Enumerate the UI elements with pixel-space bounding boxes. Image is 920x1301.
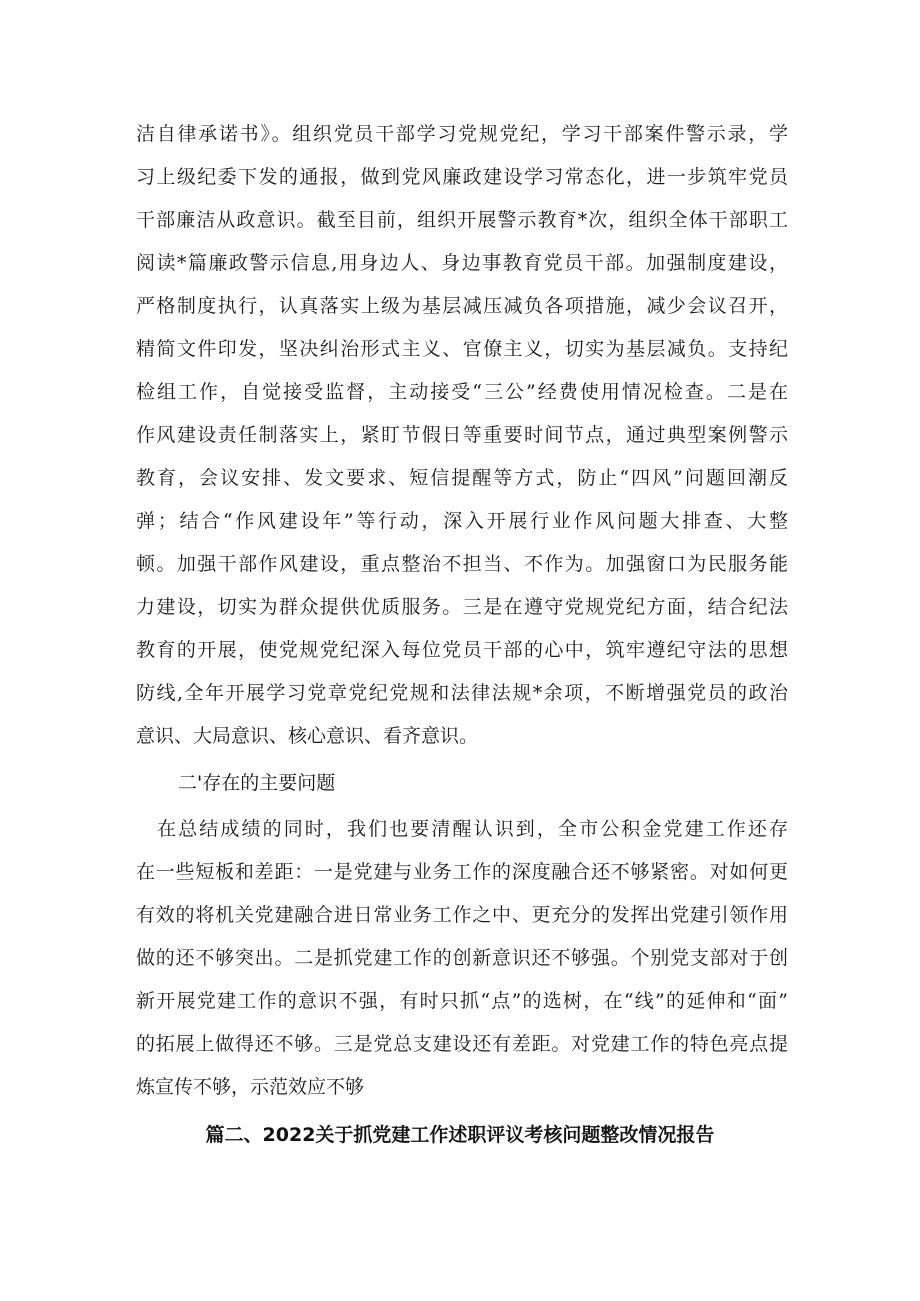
- paragraph-line: 教育，会议安排、发文要求、短信提醒等方式，防止“四风”问题回潮反: [136, 467, 788, 489]
- paragraph-line: 的拓展上做得还不够。三是党总支建设还有差距。对党建工作的特色亮点提: [136, 1033, 788, 1055]
- paragraph-line: 教育的开展，使党规党纪深入每位党员干部的心中，筑牢遵纪守法的思想: [136, 639, 788, 661]
- paragraph-line: 作风建设责任制落实上，紧盯节假日等重要时间节点，通过典型案例警示: [136, 424, 788, 446]
- paragraph-line: 新开展党建工作的意识不强，有时只抓“点”的选树，在“线”的延伸和“面”: [136, 990, 788, 1012]
- paragraph-line: 意识、大局意识、核心意识、看齐意识。: [136, 725, 479, 747]
- paragraph-line: 在一些短板和差距：一是党建与业务工作的深度融合还不够紧密。对如何更: [136, 861, 788, 883]
- paragraph-line: 力建设，切实为群众提供优质服务。三是在遵守党规党纪方面，结合纪法: [136, 596, 788, 618]
- paragraph-line: 洁自律承诺书》。组织党员干部学习党规党纪，学习干部案件警示录，学: [136, 123, 788, 145]
- paragraph-line: 干部廉洁从政意识。截至目前，组织开展警示教育*次，组织全体干部职工: [136, 209, 788, 231]
- paragraph-line: 炼宣传不够，示范效应不够: [136, 1076, 365, 1098]
- paragraph-line: 有效的将机关党建融合进日常业务工作之中、更充分的发挥出党建引领作用: [136, 904, 788, 926]
- paragraph-line: 阅读*篇廉政警示信息,用身边人、身边事教育党员干部。加强制度建设，: [136, 252, 788, 274]
- paragraph-line: 在总结成绩的同时，我们也要清醒认识到，全市公积金党建工作还存: [136, 818, 788, 840]
- paragraph-line: 精简文件印发，坚决纠治形式主义、官僚主义，切实为基层减负。支持纪: [136, 338, 788, 360]
- chapter-title: 篇二、2022关于抓党建工作述职评议考核问题整改情况报告: [205, 1124, 715, 1146]
- paragraph-line: 顿。加强干部作风建设，重点整治不担当、不作为。加强窗口为民服务能: [136, 553, 788, 575]
- paragraph-line: 弹；结合“作风建设年”等行动，深入开展行业作风问题大排查、大整: [136, 510, 788, 532]
- section-heading: 二'存在的主要问题: [178, 772, 336, 794]
- paragraph-line: 检组工作，自觉接受监督，主动接受“三公”经费使用情况检查。二是在: [136, 381, 788, 403]
- paragraph-line: 防线,全年开展学习党章党纪党规和法律法规*余项，不断增强党员的政治: [136, 682, 788, 704]
- paragraph-line: 做的还不够突出。二是抓党建工作的创新意识还不够强。个别党支部对于创: [136, 947, 788, 969]
- paragraph-line: 习上级纪委下发的通报，做到党风廉政建设学习常态化，进一步筑牢党员: [136, 166, 788, 188]
- paragraph-line: 严格制度执行，认真落实上级为基层减压减负各项措施，减少会议召开，: [136, 295, 788, 317]
